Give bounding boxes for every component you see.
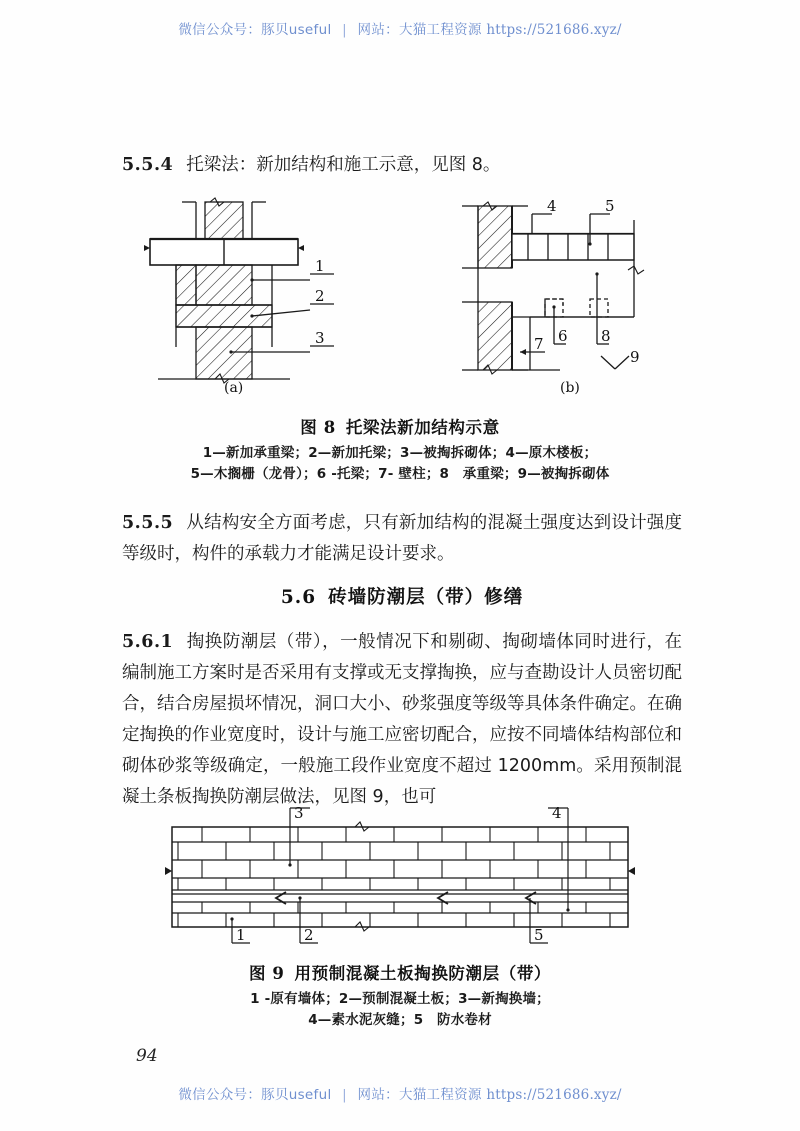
figure-8a-callout-3: 3 <box>315 329 325 347</box>
figure-8b-callout-9: 9 <box>630 348 640 366</box>
figure-9-drawing <box>0 805 800 950</box>
figure-8b-callout-6: 6 <box>558 327 568 345</box>
figure-8-legend-line-2: 5—木搁栅（龙骨）；6 -托梁；7- 壁柱；8 承重梁；9—被掏拆砌体 <box>190 466 610 482</box>
section-5-5-5 <box>122 508 682 570</box>
figure-9-callout-1: 1 <box>236 926 246 944</box>
figure-8a-callout-1: 1 <box>315 257 325 275</box>
figure-8b-callout-7: 7 <box>534 335 544 353</box>
section-5-6-heading <box>122 583 682 609</box>
section-text-5-5-5: 从结构安全方面考虑，只有新加结构的混凝土强度达到设计强度等级时，构件的承载力才能满足设计要求。 <box>122 513 682 564</box>
figure-8-caption <box>0 414 800 438</box>
paragraph-5-6-1 <box>122 627 682 813</box>
figure-8b-callout-labels <box>534 197 640 366</box>
section-number-5-5-4: 5.5.4 <box>122 155 174 175</box>
figure-9-callout-5: 5 <box>534 926 544 944</box>
section-5-6-1 <box>122 627 682 813</box>
figure-8-drawing <box>0 192 800 392</box>
figure-9-legend-line-2: 4—素水泥灰缝；5 防水卷材 <box>308 1012 492 1028</box>
watermark-site-text: 网站：大猫工程资源 <box>357 22 482 38</box>
paragraph-5-5-5 <box>122 508 682 570</box>
watermark-wechat-text-footer: 微信公众号：豚贝useful <box>178 1087 332 1103</box>
watermark-wechat-text: 微信公众号：豚贝useful <box>178 22 332 38</box>
section-number-5-6-1: 5.6.1 <box>122 632 174 652</box>
figure-8a-callout-labels <box>315 257 325 347</box>
watermark-header <box>0 18 800 38</box>
figure-9-legend <box>0 989 800 1031</box>
watermark-site-text-footer: 网站：大猫工程资源 <box>357 1087 482 1103</box>
figure-8b-callout-4: 4 <box>547 197 557 215</box>
figure-8-legend-line-1: 1—新加承重梁；2—新加托梁；3—被掏拆砌体；4—原木楼板； <box>202 445 598 461</box>
figure-8b-group <box>462 202 644 374</box>
watermark-url-footer: https://521686.xyz/ <box>486 1087 622 1103</box>
watermark-separator-footer: | <box>342 1087 347 1103</box>
watermark-url: https://521686.xyz/ <box>486 22 622 38</box>
section-number-5-5-5: 5.5.5 <box>122 513 174 533</box>
watermark-separator: | <box>342 22 347 38</box>
page-number: 94 <box>136 1046 158 1066</box>
figure-9 <box>0 805 800 1031</box>
figure-9-brick-wall <box>165 808 635 943</box>
section-text-5-6-1: 掏换防潮层（带），一般情况下和剔砌、掏砌墙体同时进行，在编制施工方案时是否采用有支撑或无支撑掏换，应与查勘设计人员密切配合，结合房屋损坏情况，洞口大小、砂浆强度等级等具体条件确定。在确定掏换的作业宽度时，设计与施工应密切配合，应按不同墙体结构部位和砌体砂浆等级确定，一般施工段作业宽度不超过 1200mm。采用预制混凝土条板掏换防潮层做法，见图 9，也可 <box>122 632 682 807</box>
section-number-5-6: 5.6 <box>280 587 317 608</box>
figure-9-legend-line-1: 1 -原有墙体；2—预制混凝土板；3—新掏换墙； <box>250 991 550 1007</box>
figure-9-caption <box>0 960 800 984</box>
figure-8-legend <box>0 443 800 485</box>
figure-8b-callout-8: 8 <box>601 327 611 345</box>
section-5-5-4 <box>122 150 682 181</box>
section-title-5-6: 砖墙防潮层（带）修缮 <box>328 587 524 608</box>
figure-9-callout-3: 3 <box>294 805 304 822</box>
figure-8b-callout-5: 5 <box>605 197 615 215</box>
figure-9-callout-4: 4 <box>552 805 562 822</box>
section-text-5-5-4: 托梁法：新加结构和施工示意，见图 8。 <box>186 155 501 175</box>
figure-9-caption-title: 用预制混凝土板掏换防潮层（带） <box>294 964 552 983</box>
paragraph-5-5-4 <box>122 150 682 181</box>
figure-8b-sublabel: (b) <box>560 380 580 396</box>
figure-8-caption-number: 图 8 <box>300 418 336 437</box>
figure-8a-sublabel: (a) <box>224 380 244 396</box>
figure-9-callout-2: 2 <box>304 926 314 944</box>
figure-8-caption-title: 托梁法新加结构示意 <box>345 418 500 437</box>
section-5-6-heading-wrap <box>122 583 682 609</box>
watermark-footer <box>0 1083 800 1103</box>
figure-8a-callout-2: 2 <box>315 287 325 305</box>
figure-9-caption-number: 图 9 <box>248 964 285 983</box>
figure-8a-group <box>144 198 334 383</box>
figure-8 <box>0 192 800 485</box>
